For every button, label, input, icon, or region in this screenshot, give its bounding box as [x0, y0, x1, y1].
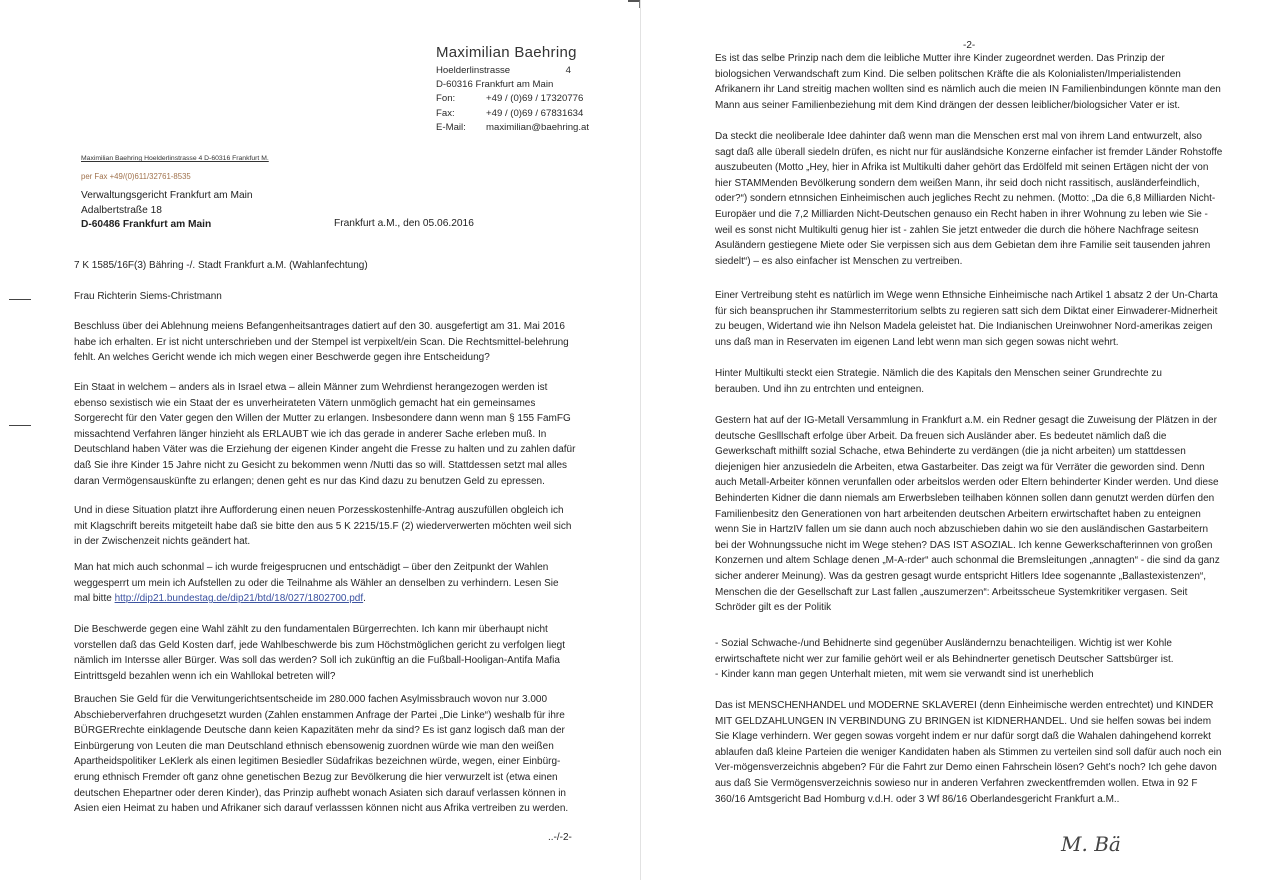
paragraph-2: Ein Staat in welchem – anders als in Israel etwa – allein Männer zum Wehrdienst herangezogen werden ist ebenso sexistisch wie ein Staat der es unverheirateten Vätern unmöglich gemacht hat ein gemeinsames Sorgerecht für den Vater gegen den Willen der Mutter zu erlangen. Insbesondere dann wenn man § 155 FamFG missachtend Verfahren länger hinzieht als ERLAUBT wie ich das gerade in anderer Sache erleben muß. In Deutschland haben Väter was die Erziehung der eigenen Kinder angeht die Fresse zu halten und zu zahlen dafür daß Sie ihre Kinder 15 Jahre nicht zu Gesicht zu bekommen wenn /Nutti das so will. Stattdessen setzt mal alles daran Vermögensauskünfte zu erlangen; denen geht es nur das Kind dazu zu benutzen Geld zu epressen. [74, 382, 576, 487]
paragraph-2-1: Es ist das selbe Prinzip nach dem die leibliche Mutter ihre Kinder zugeordnet werden. Das Prinzip der biologsichen Verwandschaft zum Kind. Die selben politschen Kräfte die als Kolonialisten/Imperialistenden Afrikanern ihr Land streitig machen wollten sind es nämlich auch die meien IN Familienbindungen könnte man den Mann aus seiner Familienbeziehung mit dem Kind drängen der dessen leiblicher/biologsicher Vater er ist. [715, 53, 1221, 111]
fax-label: Fax: [436, 107, 455, 119]
fax-number: +49 / (0)69 / 67831634 [486, 107, 584, 119]
phone-number: +49 / (0)69 / 17320776 [486, 93, 584, 105]
return-address-line: Maximilian Baehring Hoelderlinstrasse 4 D-60316 Frankfurt M. [81, 155, 269, 162]
page-corner-mark [628, 0, 640, 8]
phone-label: Fon: [436, 93, 456, 105]
paragraph-1: Beschluss über dei Ablehnung meiens Befangenheitsantrages datiert auf den 30. ausgefertigt am 31. Mai 2016 habe ich erhalten. Er ist nicht unterschrieben und der Stempel ist verpixelt/ein Scan. Die Rechtsmittel-belehrung fehlt. An welches Gericht wende ich mich wegen einer Beschwerde gegen ihre Entscheidung? [74, 321, 569, 364]
sender-city: D-60316 Frankfurt am Main [436, 79, 554, 91]
paragraph-2-7: Das ist MENSCHENHANDEL und MODERNE SKLAVEREI (denn Einheimische werden entrechtet) und KINDER MIT GELDZAHLUNGEN IN VERBINDUNG ZU BRINGEN ist KIDNERHANDEL. Und sie helfen sowas bei indem Sie Klage verhindern. Wer gegen sowas vorgeht indem er nur dafür sorgt daß die Wahalen dahingehend korrekt ablaufen daß kleine Parteien die weniger Kandidaten haben als Stimmen zu verteilen sind soll dafür auch noch ein Ver-mögensverzeichnis abgeben? Für die Fahrt zur Demo einen Fahrschein lösen? Geht’s noch? Ich gehe davon aus daß Sie Vermögensverzeichnis sowieso nur in anderen Verfahren zweckentfremden wollen. Etwa in 92 F 360/16 Amtsgericht Bad Homburg v.d.H. oder 3 Wf 86/16 Oberlandesgericht Frankfurt a.M.. [715, 700, 1222, 805]
paragraph-2-2: Da steckt die neoliberale Idee dahinter daß wenn man die Menschen erst mal von ihrem Land entwurzelt, also sagt daß alle überall siedeln drüfen, es nicht nur für ausländsiche Konzerne einfacher ist fremder Länder Rohstoffe auszubeuten (Motto „Hey, hier in Afrika ist Multikulti daher gehört das Erdölfeld mit seinen Ertägen nicht der von hier STAMMenden Bevölkerung sondern dem weißen Mann, ihr seid doch nicht rassitisch, ausländerfeindlich, oder?“) sondern etnnsichen Einheimischen auch jegliches Recht zu nehmen. (Motto: „Da die 6,8 Milliarden Nicht-Europäer und die 7,2 Milliarden Nicht-Deutschen genauso ein Recht haben in ihrer Wohnung zu leben wie Sie - weil es sonst nicht Multikulti genug hier ist - zahlen Sie jetzt entweder die durch die höhere Nachfrage seitesn Asuländern gestiegene Miete oder Sie verpissen sich aus dem Gebietan dem ihre Familie seit tausenden jahren siedelt“) – es also einfacher ist Menschen zu vertreiben. [715, 131, 1223, 267]
paragraph-2-5: Gestern hat auf der IG-Metall Versammlung in Frankfurt a.M. ein Redner gesagt die Zuweisung der Plätzen in der deutsche Geslllschaft erfolge über Arbeit. Da freuen sich Ausländer aber. Es bedeutet nämlich daß die Gewerkschaft mithilft sozial Schache, etwa Behinderte zu verdängen (die ja nicht arbeiten) um stattdessen diejenigen hier anzusiedeln die Arbeiten, etwa Gastarbeiter. Das zeigt wa für Verräter die geworden sind. Denn auch Metall-Arbeiter können verunfallen oder arbeitslos werden oder Eltern behinderter Kinder werden. Und diese Behinderten Kidner die dann niemals am Erwerbsleben teilhaben können sollen dann genutzt werden dürfen den Familienbesitz den Generationen von hart arbeitenden deutschen Arbeitern erwirtschaftet haben zu enteignen wenn Sie in HartzIV fallen um sie dann auch noch abzuschieben dahin wo sie den ausländischen Gastarbeitern bei der Wohnungssuche nicht im Wege stehen? DAS IST ASOZIAL. Ich kenne Gewerkschafterinnen von großen Konzernen und altem Schlage denen „M-A-rder“ auch schonmal die Bremsleitungen „annagten“ - die sind da ganz sicher anderer Meinung). Was da gestren gesagt wurde entspricht Hitlers Idee sogenannte „Ballastexistenzen“, Menschen die der Gesellschaft zur Last fallen „auszumerzen“: Arbeitsscheue Systemkritiker vergasen. Seit Schröder gilt es der Politik [715, 415, 1220, 614]
paragraph-5: Die Beschwerde gegen eine Wahl zählt zu den fundamentalen Bürgerrechten. Ich kann mir überhaupt nicht vorstellen daß das Geld Kosten darf, jede Wahlbeschwerde bis zum Höchstmöglichen gericht zu verfolgen liegt nämlich im Intersse aller Bürger. Was soll das werden? Soll ich zukünftig an die Fußball-Hooligan-Antifa Mafia Eintrittsgeld bezahlen wenn ich ein Wahllokal betreten will? [74, 624, 565, 682]
per-fax-line: per Fax +49/(0)611/32761-8535 [81, 172, 191, 181]
sender-block [436, 44, 636, 135]
page-number: -2- [963, 40, 976, 51]
date-line: Frankfurt a.M., den 05.06.2016 [334, 218, 474, 229]
paragraph-4-end: . [363, 593, 366, 605]
sender-name: Maximilian Baehring [436, 44, 577, 61]
paragraph-4-text: Man hat mich auch schonmal – ich wurde freigesprucnen und entschädigt – über den Zeitpunkt der Wahlen weggesperrt um mein ich Aufstellen zu oder die Teilnahme als Wähler an denselben zu verhindern. Lesen Sie mal bitte [74, 562, 559, 605]
sender-street [436, 64, 571, 78]
margin-mark [9, 299, 31, 300]
paragraph-2-6: - Sozial Schwache-/und Behidnerte sind gegenüber Ausländernzu benachteiligen. Wichtig ist wer Kohle erwirtschaftete nicht wer zur familie gehört weil er als Behindnerter genetisch Deutscher Sattsbürger ist. - Kinder kann man gegen Unterhalt mieten, mit wem sie verwandt sind ist unerheblich [715, 638, 1174, 681]
page-footer-continuation: ..-/-2- [548, 832, 572, 843]
sender-contact [436, 92, 636, 135]
case-reference: 7 K 1585/16F(3) Bähring -/. Stadt Frankfurt a.M. (Wahlanfechtung) [74, 260, 368, 271]
paragraph-2-4: Hinter Multikulti steckt eien Strategie. Nämlich die des Kapitals den Menschen seiner Grundrechte zu berauben. Und ihn zu entrchten und enteignen. [715, 368, 1162, 395]
margin-mark [9, 425, 31, 426]
document-page-2 [641, 0, 1280, 880]
paragraph-3: Und in diese Situation platzt ihre Aufforderung einen neuen Porzesskostenhilfe-Antrag auszufüllen obgleich ich mit Klagschrift bereits mitgeteilt habe daß sie bitte den aus 5 K 2215/15.F (2) wiederverwerten möchten weil sich in der Zwischenzeit nichts geändert hat. [74, 505, 572, 548]
salutation: Frau Richterin Siems-Christmann [74, 291, 222, 302]
email-label: E-Mail: [436, 121, 466, 133]
recipient-line-3: D-60486 Frankfurt am Main [81, 219, 212, 230]
paragraph-4 [74, 560, 574, 607]
bundestag-pdf-link[interactable]: http://dip21.bundestag.de/dip21/btd/18/027/1802700.pdf [114, 593, 364, 605]
recipient-line-2: Adalbertstraße 18 [81, 204, 162, 216]
sender-house-number: 4 [565, 65, 571, 76]
sender-street-name: Hoelderlinstrasse [436, 65, 511, 76]
handwritten-signature: M. Bä [1061, 832, 1121, 856]
recipient-line-1: Verwaltungsgericht Frankfurt am Main [81, 190, 253, 201]
recipient-address [81, 189, 253, 233]
paragraph-2-3: Einer Vertreibung steht es natürlich im Wege wenn Ethnsiche Einheimische nach Artikel 1 absatz 2 der Un-Charta für sich beanspruchen ihr Stammesterritorium selbts zu regieren satt sich dem Diktat einer Einwaderer-Midnerheit zu beugen, Widertand wie ihn Nelson Madela geleistet hat. Die Indianischen Ureinwohner Nord-amerikas zeigen uns daß man in Reservaten im eigenen Land lebt wenn man sich gegen sowas nicht wehrt. [715, 290, 1218, 348]
paragraph-6: Brauchen Sie Geld für die Verwitungerichtsentscheide im 280.000 fachen Asylmissbrauch wovon nur 3.000 Abschieberverfahren druchgesetzt wurden (Zahlen enstammen Anfrage der Partei „Die Linke“) weshalb für ihre BÜRGERrechte einklagende Deutsche dann keien Kapazitäten mehr da sind? Es ist ganz logisch daß man der Einbürgerung von Leuten die man Deutschland ethnisch ebensowenig zuordnen würde wie man den weißen Apartheidspolitiker LeKlerk als einen legitimen Besiedler Südafrikas bezeichnen würde, wegen, einer Einbürg-erung ethnisch Fremder oft ganz ohne genetischen Bezug zur Bevölkerung die hier verwurzelt ist (etwa einen deutschen Ehepartner oder deren Kinder), das Prinzip aufhebt wonach Asiaten sich darauf verlassen können in Asien eien Heimat zu haben und Afrikaner sich darauf verlasssen können nicht aus Afrika vertreiben zu werden. [74, 694, 569, 815]
email-address: maximilian@baehring.at [486, 121, 590, 133]
